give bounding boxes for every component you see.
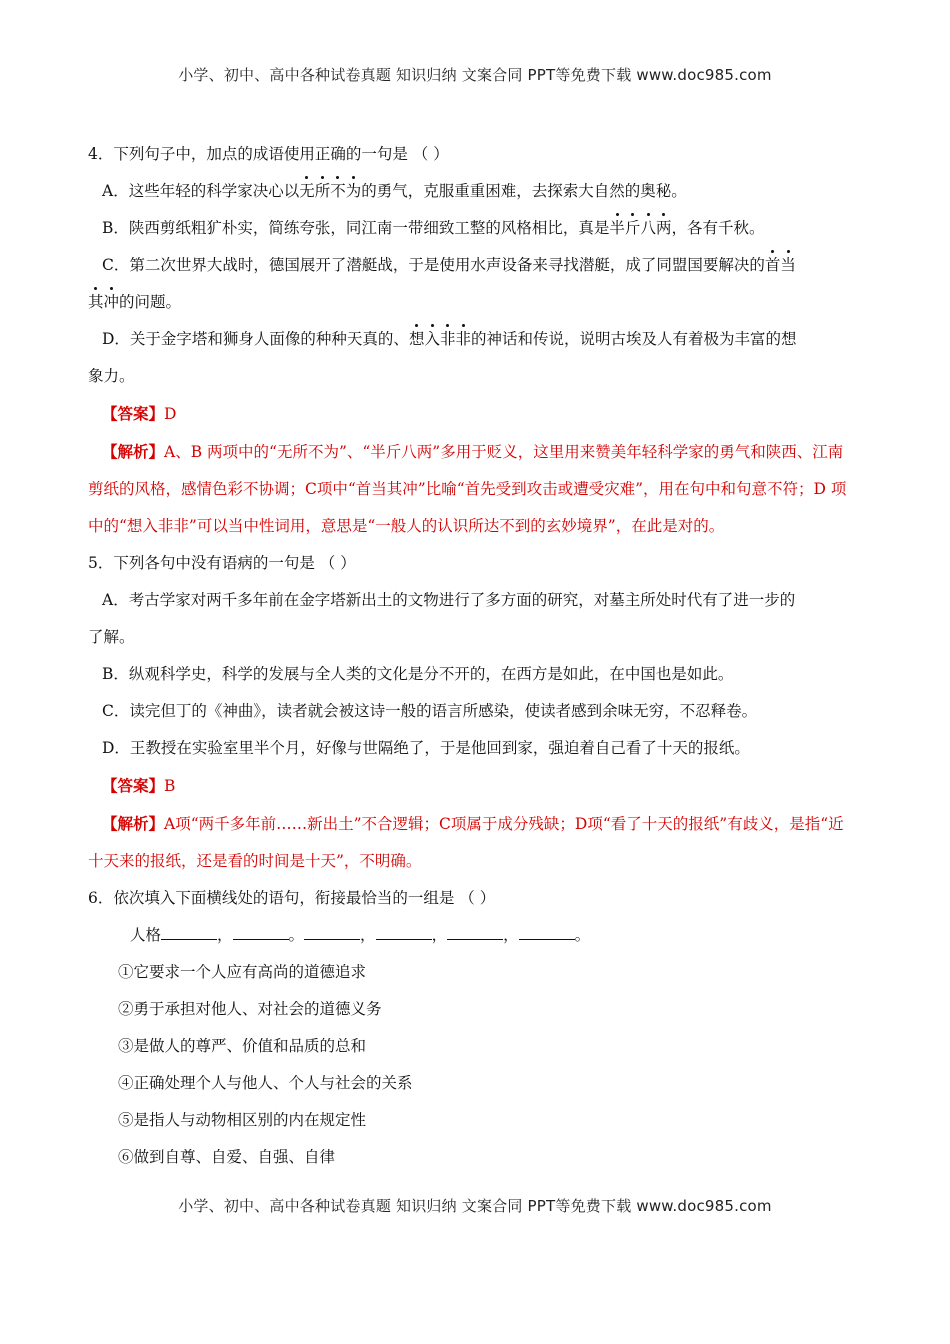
emphasis-char: 首	[765, 247, 781, 284]
q4-option-d-cont: 象力。	[88, 367, 135, 385]
emphasis-char: 入	[424, 321, 440, 358]
blank	[376, 924, 432, 940]
q4-option-d: D．关于金字塔和狮身人面像的种种天真的、想入非非的神话和传说，说明古埃及人有着极为丰富的想	[88, 321, 858, 358]
q5-option-b: B．纵观科学史，科学的发展与全人类的文化是分不开的，在西方是如此，在中国也是如此。	[102, 665, 734, 683]
q6-item-4: ④正确处理个人与他人、个人与社会的关系	[118, 1074, 413, 1092]
q6-item-3: ③是做人的尊严、价值和品质的总和	[118, 1037, 367, 1055]
q4-option-b: B．陕西剪纸粗犷朴实，简练夸张，同江南一带细致工整的风格相比，真是半斤八两，各有千秋。	[88, 210, 858, 247]
blank	[447, 924, 503, 940]
q6-fill-line: 人格 ， 。 ， ， ， 。	[130, 926, 591, 944]
q4-option-c-cont: 其冲的问题。	[88, 284, 858, 321]
emphasis-char: 非	[455, 321, 471, 358]
blank	[519, 924, 575, 940]
q4-option-c: C．第二次世界大战时，德国展开了潜艇战，于是使用水声设备来寻找潜艇，成了同盟国要解决的首当	[88, 247, 858, 284]
emphasis-char: 两	[656, 210, 672, 247]
q5-option-a: A．考古学家对两千多年前在金字塔新出土的文物进行了多方面的研究，对墓主所处时代有了进一步的	[102, 591, 796, 609]
q6-item-1: ①它要求一个人应有高尚的道德追求	[118, 963, 367, 981]
emphasis-char: 斤	[625, 210, 641, 247]
blank	[304, 924, 360, 940]
emphasis-char: 非	[440, 321, 456, 358]
q6-stem: 6．依次填入下面横线处的语句，衔接最恰当的一组是 （ ）	[88, 889, 496, 907]
emphasis-char: 冲	[104, 284, 120, 321]
document-body	[88, 136, 858, 1176]
q5-answer: 【答案】B	[102, 776, 176, 795]
q5-analysis: 【解析】A项“两千多年前……新出土”不合逻辑；C项属于成分残缺；D项“看了十天的报纸”有歧义，是指“近十天来的报纸，还是看的时间是十天”，不明确。	[88, 814, 844, 870]
emphasis-char: 不	[330, 173, 346, 210]
page-header: 小学、初中、高中各种试卷真题 知识归纳 文案合同 PPT等免费下载 www.doc985.com	[178, 66, 772, 84]
q6-item-6: ⑥做到自尊、自爱、自强、自律	[118, 1148, 336, 1166]
page-footer: 小学、初中、高中各种试卷真题 知识归纳 文案合同 PPT等免费下载 www.doc985.com	[178, 1197, 772, 1215]
q5-stem: 5．下列各句中没有语病的一句是 （ ）	[88, 554, 356, 572]
emphasis-char: 想	[409, 321, 425, 358]
q5-option-d: D．王教授在实验室里半个月，好像与世隔绝了，于是他回到家，强迫着自己看了十天的报纸。	[102, 739, 750, 757]
emphasis-char: 当	[780, 247, 796, 284]
q4-stem: 4．下列句子中，加点的成语使用正确的一句是 （ ）	[88, 145, 449, 163]
q5-option-a-cont: 了解。	[88, 628, 135, 646]
emphasis-char: 无	[299, 173, 315, 210]
q6-item-5: ⑤是指人与动物相区别的内在规定性	[118, 1111, 367, 1129]
blank	[233, 924, 289, 940]
q4-analysis: 【解析】A、B 两项中的“无所不为”、“半斤八两”多用于贬义，这里用来赞美年轻科学家的勇气和陕西、江南剪纸的风格，感情色彩不协调；C项中“首当其冲”比喻“首先受到攻击或遭受灾难”，用在句中和句意不符；D 项中的“想入非非”可以当中性词用，意思是“一般人的认识所达不到的玄妙境界”，在此是对的。	[88, 442, 847, 535]
emphasis-char: 八	[640, 210, 656, 247]
emphasis-char: 半	[609, 210, 625, 247]
emphasis-char: 为	[346, 173, 362, 210]
emphasis-char: 所	[315, 173, 331, 210]
q4-answer: 【答案】D	[102, 404, 177, 423]
q6-item-2: ②勇于承担对他人、对社会的道德义务	[118, 1000, 382, 1018]
q4-option-a: A．这些年轻的科学家决心以无所不为的勇气，克服重重困难，去探索大自然的奥秘。	[88, 173, 858, 210]
emphasis-char: 其	[88, 284, 104, 321]
q5-option-c: C．读完但丁的《神曲》，读者就会被这诗一般的语言所感染，使读者感到余味无穷，不忍释卷。	[102, 702, 758, 720]
blank	[161, 924, 217, 940]
